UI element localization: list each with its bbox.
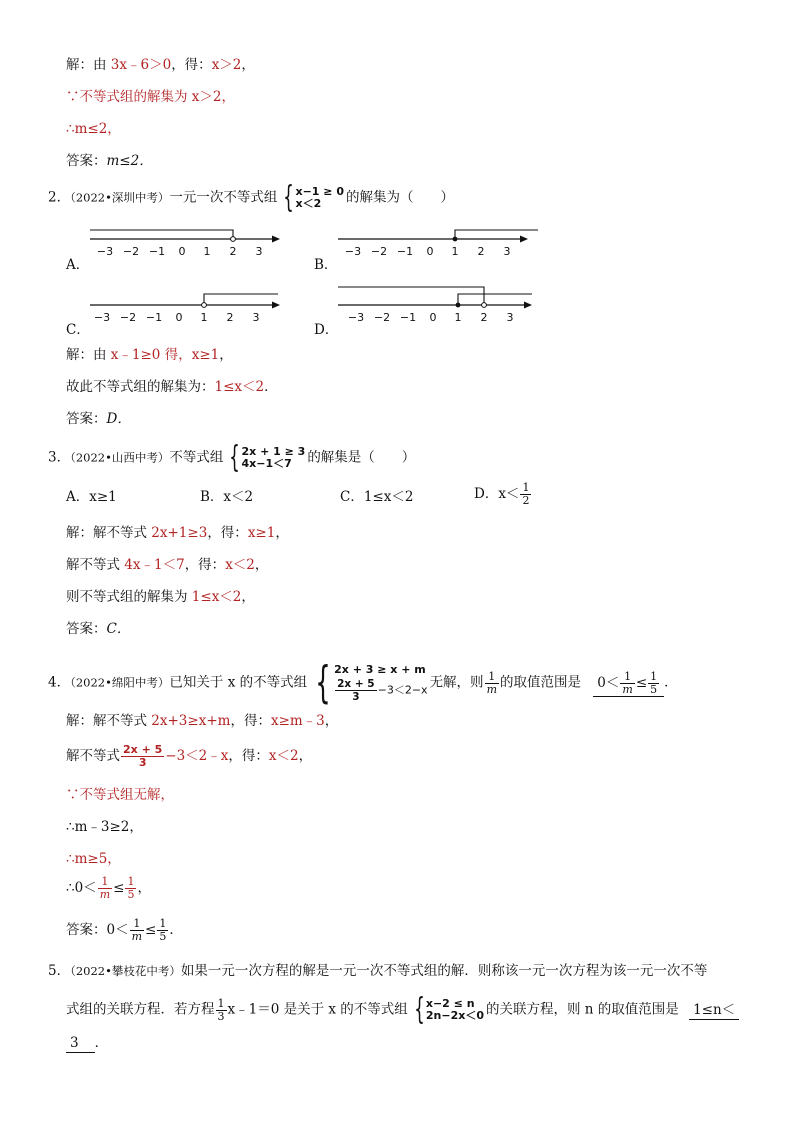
question-text: 一元一次不等式组	[169, 189, 278, 206]
text: 解不等式	[66, 748, 120, 764]
answer-blank: 1≤n＜	[689, 1001, 739, 1020]
result: 1≤x＜2	[191, 589, 242, 605]
fraction	[121, 744, 164, 769]
text: ，得：	[228, 748, 269, 764]
inequality-system: { 2x + 1 ≥ 3 4x−1＜7	[229, 440, 306, 475]
question-5	[48, 962, 707, 980]
solution-line	[66, 346, 233, 364]
fraction-num: 1	[130, 918, 144, 931]
tick-labels	[94, 311, 260, 324]
question-number: 5．	[48, 963, 71, 979]
solution-line	[66, 556, 268, 574]
system-row: 2n−2x＜0	[425, 1009, 484, 1022]
text: 解：解不等式	[66, 713, 152, 729]
fraction	[157, 918, 168, 943]
fraction-num: 1	[650, 669, 658, 683]
question-text: 的关联方程，则 n 的取值范围是	[485, 1001, 679, 1018]
fraction	[98, 876, 112, 901]
text: ，	[298, 748, 313, 764]
fraction-den: m	[622, 682, 633, 696]
solution-line	[66, 712, 338, 730]
tick-label: 2	[229, 245, 237, 258]
question-source: （2022•山西中考）	[70, 450, 170, 465]
tick-label: 3	[503, 245, 511, 258]
solution-line: ∵不等式组的解集为 x＞2，	[66, 89, 235, 105]
number-line-b	[334, 222, 544, 262]
tick-label: 2	[480, 311, 488, 324]
question-text: 的解集为（ ）	[346, 189, 454, 206]
fraction-den: 2	[522, 494, 530, 507]
tick-label: −1	[396, 245, 414, 258]
text: ，得：	[184, 557, 226, 573]
question-text: 无解，则	[429, 674, 484, 691]
fraction-num: 1	[217, 996, 225, 1010]
fraction	[125, 876, 136, 901]
tick-label: 3	[506, 311, 514, 324]
fraction-den: 5	[127, 888, 135, 901]
tick-labels	[348, 311, 514, 324]
question-text: 不等式组	[169, 449, 224, 466]
tick-label: 1	[451, 245, 459, 258]
blank-text: 0＜	[597, 674, 620, 691]
solution-line: ∴m≥5，	[66, 851, 121, 867]
answer-value: D．	[106, 411, 131, 427]
fraction	[620, 671, 634, 696]
system-row: x−2 ≤ n	[425, 997, 475, 1010]
solution-line: ∴m﹣3≥2，	[66, 819, 143, 835]
tick-label: −1	[148, 245, 166, 258]
option-c[interactable]: C．1≤x＜2	[340, 489, 414, 505]
tick-label: 3	[252, 311, 260, 324]
question-source: （2022•深圳中考）	[70, 190, 170, 205]
question-source: （2022•攀枝花中考）	[70, 964, 181, 978]
tick-label: −2	[122, 245, 140, 258]
fraction-num: 1	[485, 671, 499, 684]
question-text: 式组的关联方程．若方程	[66, 1001, 215, 1018]
tick-label: 1	[203, 245, 211, 258]
option-c-label[interactable]: C．	[66, 322, 90, 338]
tick-label: −2	[119, 311, 137, 324]
result: x≥1	[191, 347, 220, 363]
solution-line	[66, 56, 255, 74]
question-number: 2．	[48, 189, 71, 206]
text: 解：由	[66, 57, 111, 73]
fraction-num: 1	[522, 481, 530, 494]
fraction-num: 1	[159, 917, 167, 930]
tick-label: 1	[454, 311, 462, 324]
expr: 3x﹣6＞0	[110, 57, 172, 73]
option-d[interactable]	[474, 482, 532, 507]
expr: −3＜2﹣x	[165, 748, 229, 764]
expr: 2x+1≥3	[151, 525, 208, 541]
fraction	[335, 678, 377, 703]
number-line-c	[86, 288, 286, 328]
fraction-den: m	[131, 930, 143, 943]
option-d-label[interactable]: D．	[314, 322, 339, 338]
answer-value: C．	[106, 621, 131, 637]
fraction	[520, 482, 531, 507]
tick-label: −3	[347, 311, 365, 324]
tick-label: −1	[399, 311, 417, 324]
fraction-num: 1	[620, 671, 634, 684]
fraction-den: 3	[138, 756, 147, 769]
answer-blank-continued: 3	[66, 1034, 95, 1053]
result: x≥1	[247, 525, 276, 541]
answer-line	[66, 410, 131, 428]
option-a-label[interactable]: A．	[66, 257, 90, 273]
inequality-system: { x−2 ≤ n 2n−2x＜0	[414, 992, 484, 1027]
tick-label: −3	[96, 245, 114, 258]
solution-line: ∴m≤2，	[66, 121, 121, 137]
text: 解：由	[66, 347, 111, 363]
text: ，	[137, 880, 151, 896]
text: ，	[254, 557, 269, 573]
number-line-d	[334, 280, 544, 328]
tick-label: 3	[255, 245, 263, 258]
tick-label: −2	[373, 311, 391, 324]
text: ．	[94, 1035, 109, 1051]
solution-line	[66, 876, 151, 901]
answer-label: 答案：	[66, 621, 107, 637]
solution-line	[66, 588, 255, 606]
solution-line	[66, 378, 278, 396]
solution-line: ∵不等式组无解，	[66, 787, 174, 803]
fraction-den: 5	[650, 682, 658, 696]
tick-label: 0	[426, 245, 434, 258]
answer-label: 答案：0＜	[66, 922, 129, 938]
answer-label: 答案：	[66, 153, 107, 169]
text: ，得：	[207, 525, 248, 541]
text: 故此不等式组的解集为：	[66, 379, 215, 395]
text: ，	[324, 713, 339, 729]
system-row: −3＜2−x	[377, 683, 428, 696]
text: ，得：	[230, 713, 271, 729]
inequality-system: { 2x + 3 ≥ x + m $\frac{2x + 5}{3}$ −3＜2−x	[315, 657, 428, 708]
option-b-label[interactable]: B．	[314, 257, 338, 273]
question-2	[48, 180, 454, 215]
text: ．	[264, 379, 278, 395]
fraction-den: 5	[159, 930, 167, 943]
result: x≥m﹣3	[270, 713, 325, 729]
text: 解不等式	[66, 557, 125, 573]
fraction	[648, 671, 659, 696]
text: 解：解不等式	[66, 525, 152, 541]
question-5-line-3	[66, 1034, 108, 1053]
question-3	[48, 440, 416, 475]
system-row: x＜2	[295, 197, 322, 210]
result: x＜2	[268, 748, 299, 764]
system-row: 4x−1＜7	[241, 457, 292, 470]
fraction-num: 2x + 5	[123, 743, 163, 756]
fraction-den: 3	[217, 1009, 225, 1023]
text: ，	[275, 525, 289, 541]
number-line-a	[86, 222, 286, 262]
tick-label: 2	[226, 311, 234, 324]
result: x＞2	[211, 57, 242, 73]
expr: 2x+3≥x+m	[151, 713, 231, 729]
question-number: 4．	[48, 674, 71, 691]
blank-text: ≤	[635, 674, 648, 691]
text: ．	[169, 922, 183, 938]
tick-label: 1	[200, 311, 208, 324]
fraction	[485, 671, 499, 696]
fraction-num: 1	[127, 875, 135, 888]
inequality-system: { x−1 ≥ 0 x＜2	[283, 180, 344, 215]
question-5-line-2	[66, 992, 739, 1027]
solution-line	[66, 744, 312, 769]
expr: x﹣1≥0 得，	[110, 347, 192, 363]
answer-line	[66, 918, 183, 943]
question-text: 已知关于 x 的不等式组	[169, 674, 308, 691]
text: ，得：	[171, 57, 212, 73]
answer-line	[66, 152, 153, 170]
answer-value: m≤2．	[106, 153, 153, 169]
fraction-num: 1	[98, 876, 112, 889]
system-row: 2x + 1 ≥ 3	[241, 445, 306, 458]
system-row: 2x + 3 ≥ x + m	[334, 662, 426, 676]
fraction-num: 2x + 5	[337, 677, 375, 690]
option-b[interactable]: B．x＜2	[200, 489, 254, 505]
tick-label: 0	[178, 245, 186, 258]
tick-label: −1	[145, 311, 163, 324]
tick-label: −2	[370, 245, 388, 258]
fraction	[216, 998, 227, 1023]
text: 则不等式组的解集为	[66, 589, 192, 605]
question-text: 如果一元一次方程的解是一元一次不等式组的解．则称该一元一次方程为该一元一次不等	[180, 963, 708, 979]
answer-line	[66, 620, 130, 638]
option-text: D．x＜	[474, 486, 520, 502]
result: x＜2	[225, 557, 255, 573]
tick-label: −3	[344, 245, 362, 258]
option-a[interactable]: A．x≥1	[66, 489, 117, 505]
question-text: 的取值范围是	[500, 674, 581, 691]
text: ．	[664, 674, 678, 691]
answer-blank	[593, 671, 664, 697]
tick-label: 2	[477, 245, 485, 258]
text: ，	[241, 57, 255, 73]
text: ，	[219, 347, 233, 363]
system-row: x−1 ≥ 0	[295, 185, 344, 198]
text: ≤	[113, 880, 125, 896]
question-text: x﹣1＝0 是关于 x 的不等式组	[227, 1001, 408, 1018]
tick-labels	[97, 245, 263, 258]
tick-labels	[345, 245, 511, 258]
tick-label: −3	[93, 311, 111, 324]
fraction-den: m	[486, 682, 497, 696]
result: 1≤x＜2	[214, 379, 265, 395]
answer-label: 答案：	[66, 411, 107, 427]
text: ∴0＜	[66, 880, 97, 896]
tick-label: 0	[429, 311, 437, 324]
text: ，	[241, 589, 255, 605]
fraction-den: 3	[352, 690, 360, 703]
solution-line	[66, 524, 289, 542]
fraction-den: m	[99, 888, 111, 901]
question-text: 的解集是（ ）	[307, 449, 416, 466]
question-number: 3．	[48, 449, 71, 466]
text: ≤	[145, 922, 157, 938]
tick-label: 0	[175, 311, 183, 324]
question-4	[48, 657, 678, 708]
expr: 4x﹣1＜7	[124, 557, 185, 573]
question-source: （2022•绵阳中考）	[70, 675, 170, 690]
fraction	[130, 918, 144, 943]
